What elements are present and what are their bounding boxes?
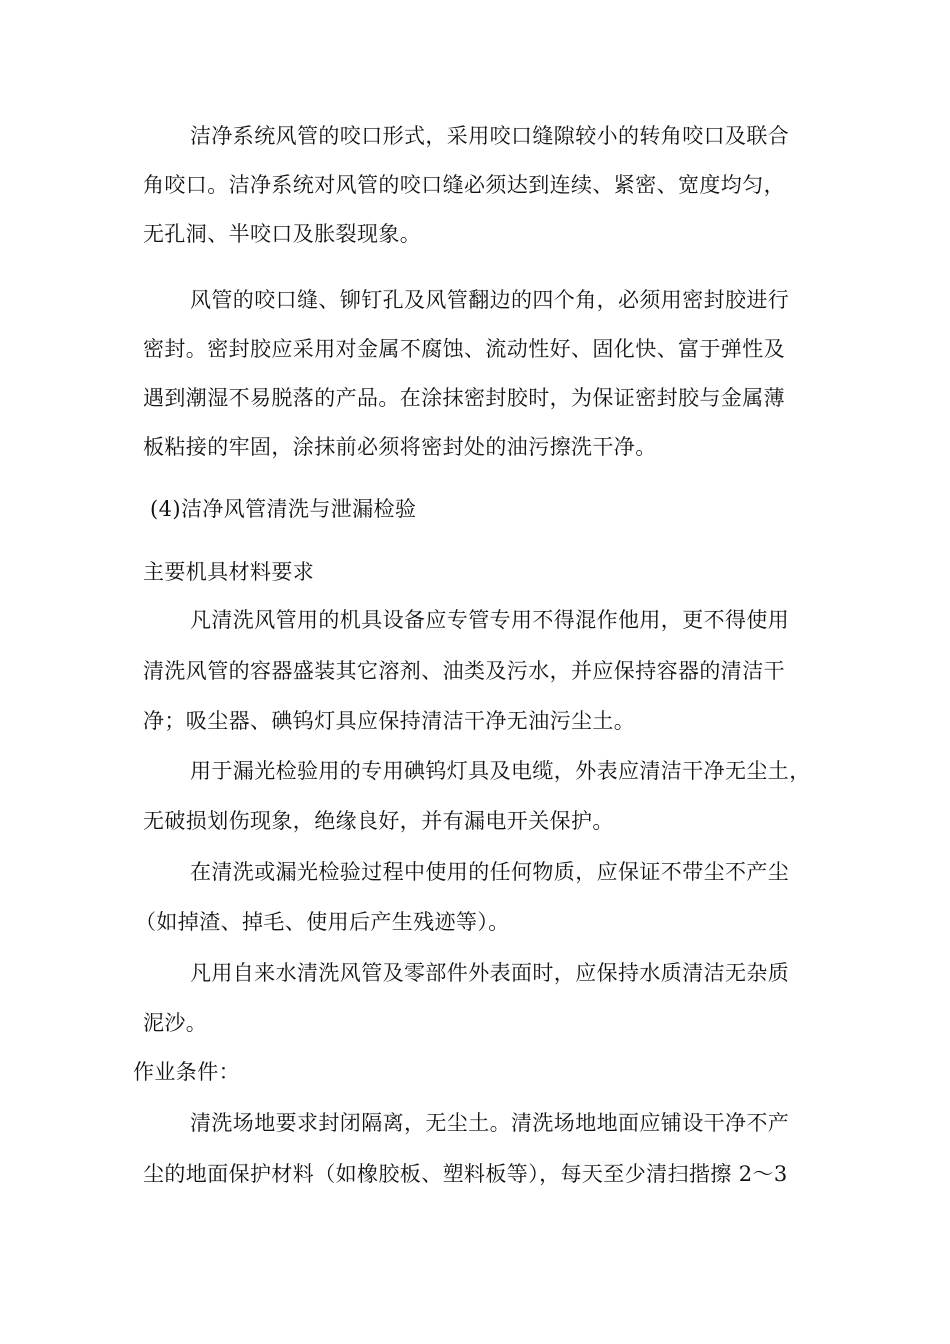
paragraph-2-line-1: 风管的咬口缝、铆钉孔及风管翻边的四个角，必须用密封胶进行 — [190, 288, 790, 312]
subheading-equipment: 主要机具材料要求 — [143, 560, 315, 584]
paragraph-1-line-3: 无孔洞、半咬口及胀裂现象。 — [143, 222, 422, 246]
paragraph-7-line-2: 尘的地面保护材料（如橡胶板、塑料板等），每天至少清扫揩擦 2～3 — [143, 1162, 788, 1186]
section-heading: (4)洁净风管清洗与泄漏检验 — [150, 497, 417, 521]
paragraph-4-line-1: 用于漏光检验用的专用碘钨灯具及电缆，外表应清洁干净无尘土， — [190, 759, 811, 783]
paragraph-2-line-3: 遇到潮湿不易脱落的产品。在涂抹密封胶时，为保证密封胶与金属薄 — [143, 386, 785, 410]
paragraph-7-line-1: 清洗场地要求封闭隔离，无尘土。清洗场地地面应铺设干净不产 — [190, 1111, 790, 1135]
paragraph-3-line-3: 净；吸尘器、碘钨灯具应保持清洁干净无油污尘土。 — [143, 709, 636, 733]
paragraph-4-line-2: 无破损划伤现象，绝缘良好，并有漏电开关保护。 — [143, 809, 614, 833]
paragraph-6-line-2: 泥沙。 — [143, 1011, 208, 1035]
paragraph-1-line-1: 洁净系统风管的咬口形式，采用咬口缝隙较小的转角咬口及联合 — [190, 124, 790, 148]
paragraph-3-line-2: 清洗风管的容器盛装其它溶剂、油类及污水，并应保持容器的清洁干 — [143, 659, 785, 683]
paragraph-2-line-2: 密封。密封胶应采用对金属不腐蚀、流动性好、固化快、富于弹性及 — [143, 337, 785, 361]
paragraph-3-line-1: 凡清洗风管用的机具设备应专管专用不得混作他用，更不得使用 — [190, 608, 790, 632]
paragraph-5-line-1: 在清洗或漏光检验过程中使用的任何物质，应保证不带尘不产尘 — [190, 860, 790, 884]
paragraph-6-line-1: 凡用自来水清洗风管及零部件外表面时，应保持水质清洁无杂质 — [190, 961, 790, 985]
paragraph-1-line-2: 角咬口。洁净系统对风管的咬口缝必须达到连续、紧密、宽度均匀， — [143, 173, 785, 197]
paragraph-2-line-4: 板粘接的牢固，涂抹前必须将密封处的油污擦洗干净。 — [143, 435, 657, 459]
paragraph-5-line-2: （如掉渣、掉毛、使用后产生残迹等）。 — [135, 910, 510, 934]
subheading-conditions: 作业条件： — [133, 1060, 240, 1084]
